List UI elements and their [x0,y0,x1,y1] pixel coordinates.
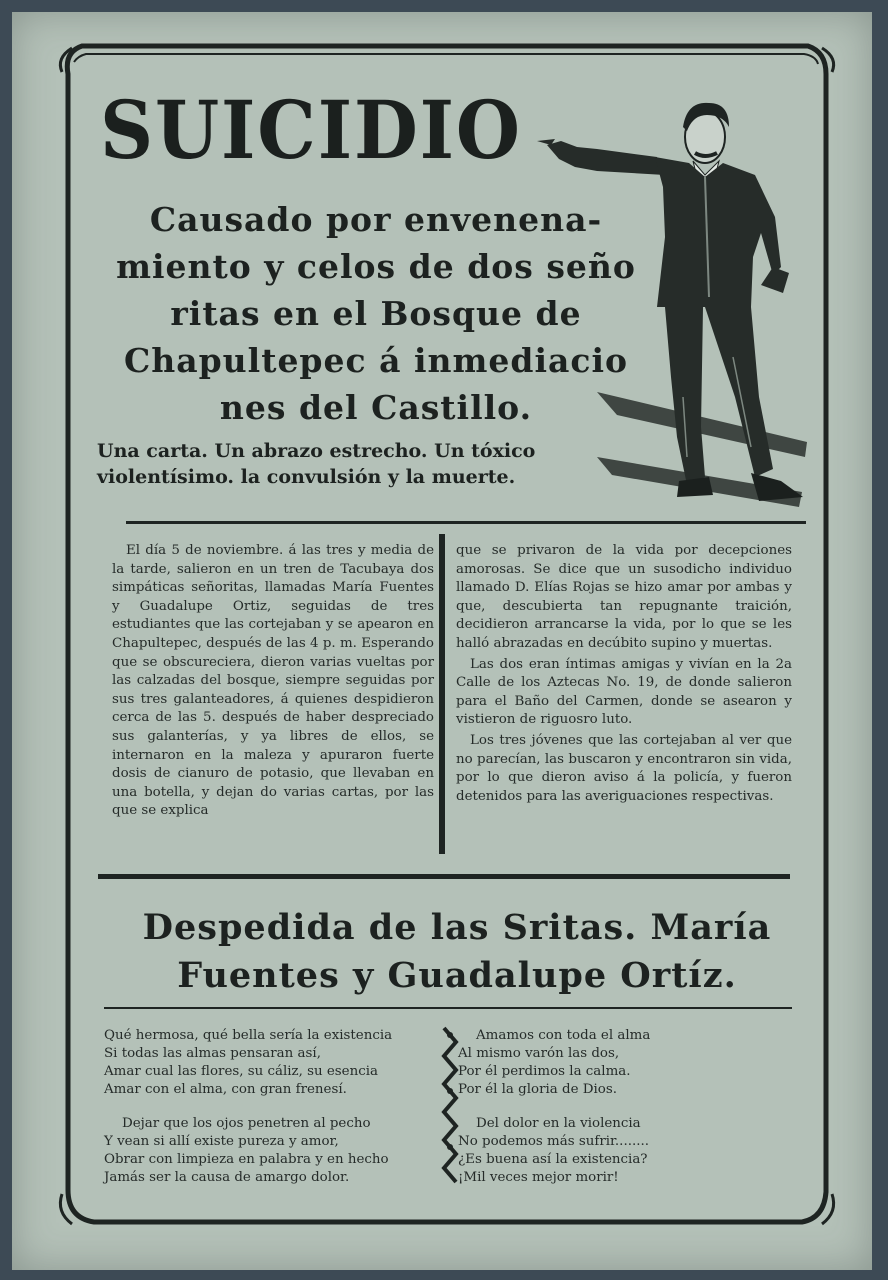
verses-right [458,1027,788,1203]
tagline: Una carta. Un abrazo estrecho. Un tóxico violentísimo. la convulsión y la muerte. [97,440,536,488]
verse-line: Al mismo varón las dos, [458,1046,620,1061]
verse-line: Obrar con limpieza en palabra y en hecho [104,1152,389,1167]
vertical-ornament [440,1024,460,1194]
article-paragraph: Las dos eran íntimas amigas y vivían en la 2a Calle de los Aztecas No. 19, de donde salieron para el Baño del Carmen, donde se asearon y vistieron de riguosro luto. [456,656,792,728]
divider-rule [126,521,806,524]
verse-line: Si todas las almas pensaran así, [104,1046,321,1061]
subheadline-line: Chapultepec á inmediacio [123,341,629,380]
broadside-sheet [12,12,872,1270]
column-divider [439,534,445,854]
subheadline-line: ritas en el Bosque de [170,294,582,333]
verse-line: ¡Mil veces mejor morir! [458,1170,619,1185]
article-paragraph: que se privaron de la vida por decepciones amorosas. Se dice que un susodicho individuo llamado D. Elías Rojas se hizo amar por ambas y que, descubierta tan repugnante traición, decidieron arrancarse la vida, por lo que se les halló abrazadas en decúbito supino y muertas. [456,543,792,651]
verse-line: Por él la gloria de Dios. [458,1082,617,1097]
verse-stanza [458,1027,788,1099]
verse-line: Del dolor en la violencia [476,1116,641,1131]
subheadline-line: miento y celos de dos seño [116,247,636,286]
verse-line: Amamos con toda el alma [476,1028,651,1043]
farewell-title-line: Fuentes y Guadalupe Ortíz. [177,955,737,996]
verse-line: Amar cual las flores, su cáliz, su esencia [104,1064,378,1079]
farewell-title-line: Despedida de las Sritas. María [142,907,772,948]
farewell-title [97,904,817,1000]
verse-stanza [104,1115,434,1187]
verse-line: ¿Es buena así la existencia? [458,1152,648,1167]
subheadline-line: nes del Castillo. [219,388,533,427]
verse-line: Qué hermosa, qué bella sería la existencia [104,1028,393,1043]
verse-line: Jamás ser la causa de amargo dolor. [104,1170,350,1185]
verse-stanza [458,1115,788,1187]
divider-rule [104,1007,792,1009]
verses-left [104,1027,434,1203]
subheadline-line: Causado por envenena- [149,200,603,239]
article-paragraph: El día 5 de noviembre. á las tres y media de la tarde, salieron en un tren de Tacubaya dos simpáticas señoritas, llamadas María Fuentes y Guadalupe Ortiz, seguidas de tres estudiantes que las cortejaban y se apearon en Chapultepec, después de las 4 p. m. Esperando que se obscureciera, dieron varias vueltas por las calzadas del bosque, siempre seguidas por sus tres galanteadores, á quienes despidieron cerca de las 5. después de haber despreciado sus galanterías, y ya libres de ellos, se internaron en la maleza y apuraron fuerte dosis de cianuro de potasio, que llevaban en una botella, y dejan do varias cartas, por las que se explica [112,543,434,819]
verse-line: No podemos más sufrir........ [458,1134,649,1149]
verse-line: Dejar que los ojos penetren al pecho [122,1116,371,1131]
headline: SUICIDIO [100,83,522,177]
verse-stanza [104,1027,434,1099]
article-right-column [456,542,792,806]
article-paragraph: Los tres jóvenes que las cortejaban al ver que no parecían, las buscaron y encontraron sin vida, por lo que dieron aviso á la policía, y fueron detenidos para las averiguaciones respectivas. [456,732,792,804]
divider-rule [98,874,790,879]
verse-line: Amar con el alma, con gran frenesí. [104,1082,347,1097]
pointing-man-illustration [537,97,817,517]
verse-line: Por él perdimos la calma. [458,1064,631,1079]
verse-line: Y vean si allí existe pureza y amor, [104,1134,339,1149]
article-left-column [112,542,434,821]
